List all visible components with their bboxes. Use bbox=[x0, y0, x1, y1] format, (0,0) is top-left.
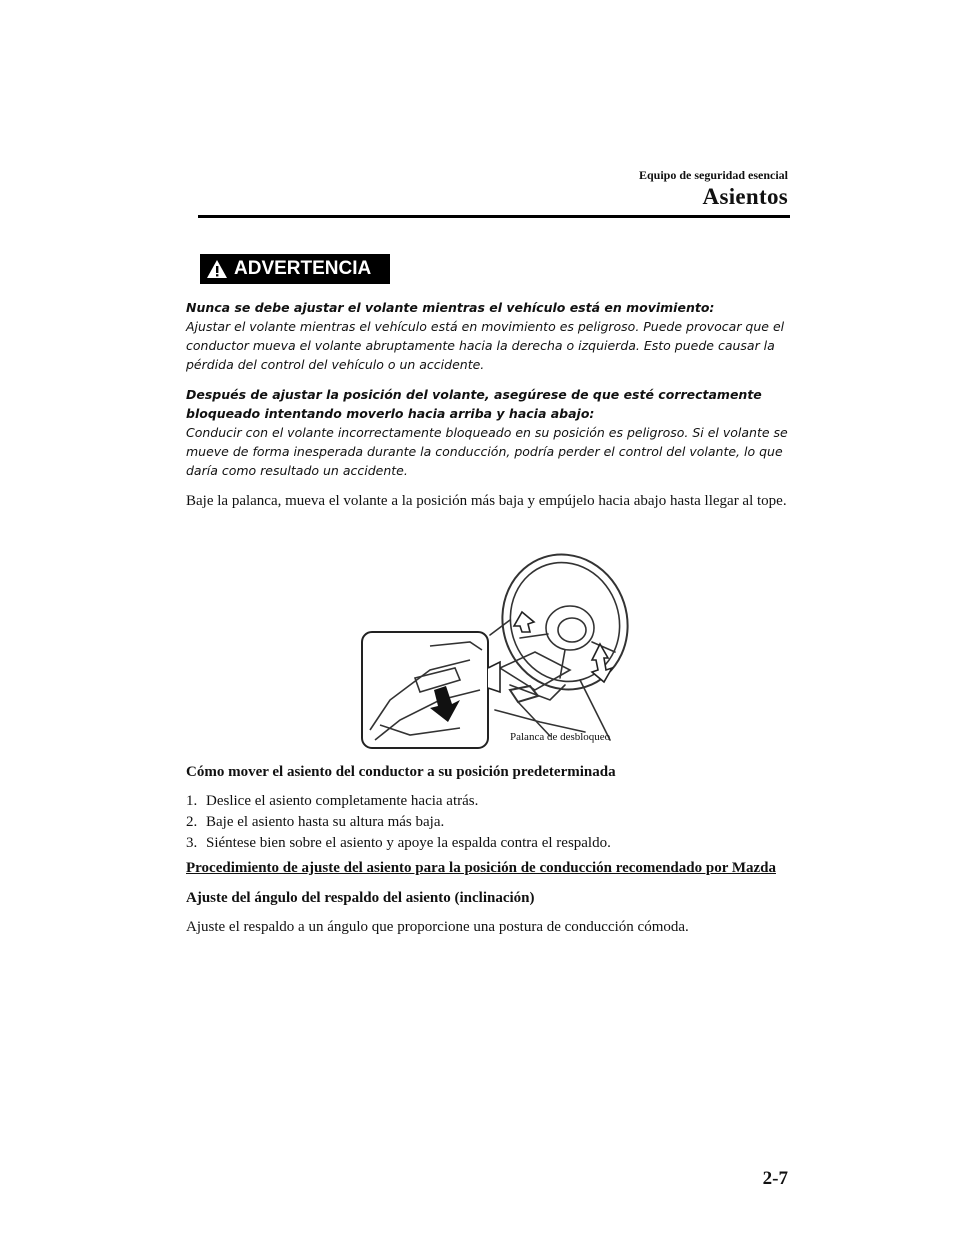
procedure-body: Ajuste el respaldo a un ángulo que proporcione una postura de conducción cómoda. bbox=[186, 919, 689, 935]
procedure-section bbox=[186, 858, 790, 938]
default-position-heading: Cómo mover el asiento del conductor a su posición predeterminada bbox=[186, 764, 616, 780]
steering-wheel-illustration bbox=[360, 550, 630, 750]
step-number: 2. bbox=[186, 814, 198, 830]
step-number: 1. bbox=[186, 793, 198, 809]
warning-item bbox=[186, 385, 790, 480]
procedure-heading: Procedimiento de ajuste del asiento para la posición de conducción recomendado por Mazda bbox=[186, 860, 776, 876]
step-text: Deslice el asiento completamente hacia atrás. bbox=[206, 793, 479, 809]
header-title: Asientos bbox=[702, 184, 788, 209]
warning-label: ADVERTENCIA bbox=[234, 258, 372, 279]
warning-heading: Después de ajustar la posición del volante, asegúrese de que esté correctamente bloqueado intentando moverlo hacia arriba y hacia abajo: bbox=[186, 387, 762, 421]
warning-icon bbox=[206, 259, 228, 279]
warning-badge bbox=[200, 254, 390, 284]
list-item bbox=[186, 833, 790, 854]
step-text: Siéntese bien sobre el asiento y apoye la espalda contra el respaldo. bbox=[206, 835, 611, 851]
step-number: 3. bbox=[186, 835, 198, 851]
step-text: Baje el asiento hasta su altura más baja. bbox=[206, 814, 445, 830]
warning-heading: Nunca se debe ajustar el volante mientras el vehículo está en movimiento: bbox=[186, 300, 715, 315]
warning-content bbox=[186, 298, 790, 512]
page-number: 2-7 bbox=[762, 1168, 788, 1189]
figure-caption: Palanca de desbloqueo bbox=[510, 731, 611, 743]
header-rule bbox=[198, 215, 790, 218]
list-item bbox=[186, 791, 790, 812]
default-position-section bbox=[186, 764, 790, 854]
steps-list bbox=[186, 791, 790, 854]
header-section-label: Equipo de seguridad esencial bbox=[638, 168, 788, 182]
instruction-text: Baje la palanca, mueva el volante a la posición más baja y empújelo hacia abajo hasta llegar al tope. bbox=[186, 493, 787, 509]
list-item bbox=[186, 812, 790, 833]
warning-item bbox=[186, 298, 790, 374]
warning-body: Ajustar el volante mientras el vehículo está en movimiento es peligroso. Puede provocar que el conductor mueva el volante abruptamente hacia la derecha o izquierda. Esto puede causar la pérdida del control del vehículo o un accidente. bbox=[186, 319, 785, 372]
procedure-subheading: Ajuste del ángulo del respaldo del asiento (inclinación) bbox=[186, 890, 535, 906]
warning-body: Conducir con el volante incorrectamente bloqueado en su posición es peligroso. Si el volante se mueve de forma inesperada durante la conducción, podría perder el control del volante, lo que daría como resultado un accidente. bbox=[186, 425, 788, 478]
